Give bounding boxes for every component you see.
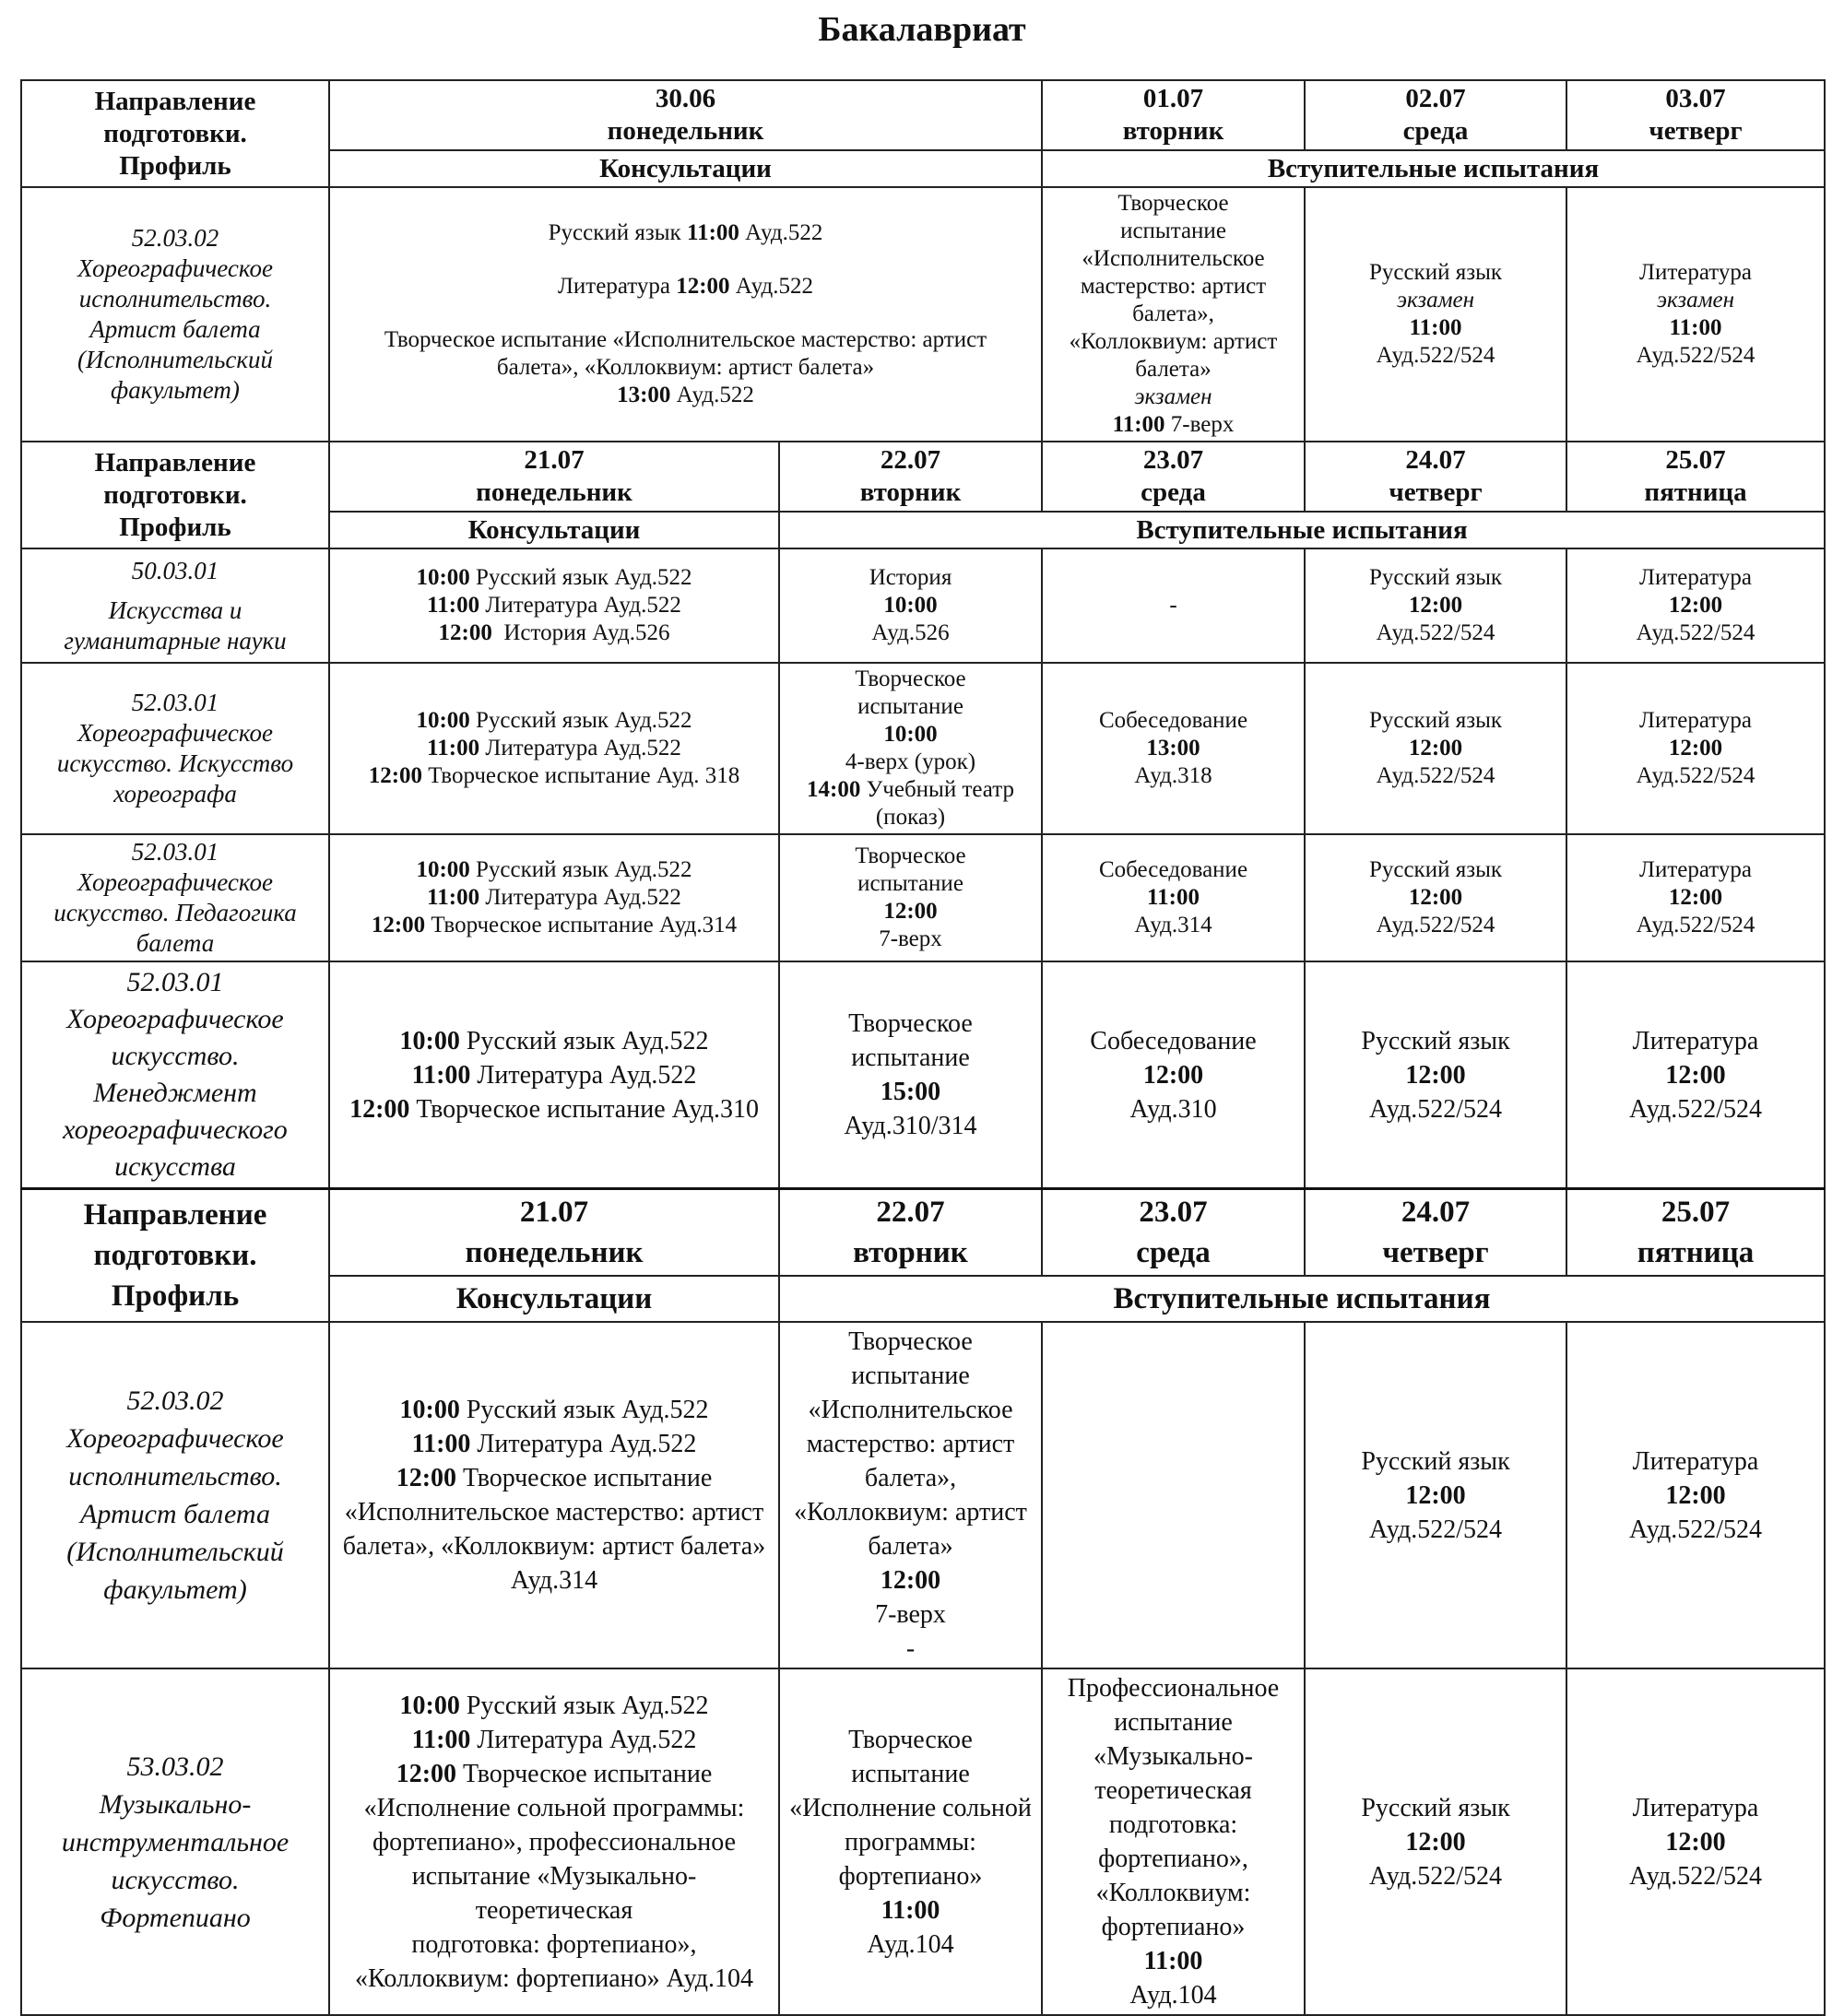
exam-cell-22-07: История 10:00 Ауд.526 bbox=[779, 548, 1042, 663]
table-row bbox=[21, 548, 1825, 663]
exam-cell-22-07: Творческое испытание «Исполнительское мастерство: артист балета», «Коллоквиум: артист балета» 12:00 7-верх - bbox=[779, 1322, 1042, 1668]
page-title: Бакалавриат bbox=[818, 10, 1026, 49]
exam-cell-01-07: Творческое испытание «Исполнительское мастерство: артист балета», «Коллоквиум: артист балета» экзамен 11:00 7-верх bbox=[1042, 187, 1305, 442]
section2-day-24-07: 24.07 четверг bbox=[1305, 442, 1566, 512]
exam-cell-22-07: Творческое испытание 10:00 4-верх (урок) 14:00 Учебный театр (показ) bbox=[779, 663, 1042, 834]
table-row bbox=[21, 1668, 1825, 2015]
consult-cell: 10:00 Русский язык Ауд.522 11:00 Литература Ауд.522 12:00 История Ауд.526 bbox=[329, 548, 779, 663]
section2-day-22-07: 22.07 вторник bbox=[779, 442, 1042, 512]
profile-cell: 52.03.02 Хореографическое исполнительство. Артист балета (Исполнительский факультет) bbox=[21, 187, 329, 442]
section1-day-03-07: 03.07 четверг bbox=[1566, 80, 1825, 150]
table-row bbox=[21, 961, 1825, 1189]
exam-cell-02-07: Русский язык экзамен 11:00 Ауд.522/524 bbox=[1305, 187, 1566, 442]
section1-consult-label: Консультации bbox=[329, 150, 1042, 187]
profile-cell: 52.03.01 Хореографическое искусство. Педагогика балета bbox=[21, 834, 329, 961]
section3-day-21-07: 21.07 понедельник bbox=[329, 1189, 779, 1277]
exam-cell-25-07: Литература 12:00 Ауд.522/524 bbox=[1566, 663, 1825, 834]
exam-cell-25-07: Литература 12:00 Ауд.522/524 bbox=[1566, 1322, 1825, 1668]
section3-day-22-07: 22.07 вторник bbox=[779, 1189, 1042, 1277]
consult-cell: 10:00 Русский язык Ауд.522 11:00 Литература Ауд.522 12:00 Творческое испытание Ауд.314 bbox=[329, 834, 779, 961]
section3-consult-label: Консультации bbox=[329, 1276, 779, 1322]
section3-exams-label: Вступительные испытания bbox=[779, 1276, 1825, 1322]
consult-cell: 10:00 Русский язык Ауд.522 11:00 Литература Ауд.522 12:00 Творческое испытание Ауд.310 bbox=[329, 961, 779, 1189]
profile-cell: 53.03.02 Музыкально- инструментальное искусство. Фортепиано bbox=[21, 1668, 329, 2015]
profile-cell: 52.03.01 Хореографическое искусство. Менеджмент хореографического искусства bbox=[21, 961, 329, 1189]
exam-cell-25-07: Литература 12:00 Ауд.522/524 bbox=[1566, 961, 1825, 1189]
exam-cell-23-07: Собеседование 11:00 Ауд.314 bbox=[1042, 834, 1305, 961]
section2-consult-label: Консультации bbox=[329, 512, 779, 548]
section2-exams-label: Вступительные испытания bbox=[779, 512, 1825, 548]
section1-row bbox=[21, 187, 1825, 442]
section1-exams-label: Вступительные испытания bbox=[1042, 150, 1825, 187]
section1-date-row bbox=[21, 80, 1825, 150]
section1-day-30-06: 30.06 понедельник bbox=[329, 80, 1042, 150]
section1-day-02-07: 02.07 среда bbox=[1305, 80, 1566, 150]
profile-cell: 52.03.02 Хореографическое исполнительство. Артист балета (Исполнительский факультет) bbox=[21, 1322, 329, 1668]
section3-day-25-07: 25.07 пятница bbox=[1566, 1189, 1825, 1277]
exam-cell-23-07: Собеседование 13:00 Ауд.318 bbox=[1042, 663, 1305, 834]
exam-cell-24-07: Русский язык 12:00 Ауд.522/524 bbox=[1305, 548, 1566, 663]
consult-cell: Русский язык 11:00 Ауд.522 Литература 12:00 Ауд.522 Творческое испытание «Исполнительское мастерство: артист балета», «Коллоквиум: артист балета» 13:00 Ауд.522 bbox=[329, 187, 1042, 442]
section2-day-25-07: 25.07 пятница bbox=[1566, 442, 1825, 512]
exam-cell-23-07 bbox=[1042, 1322, 1305, 1668]
exam-cell-24-07: Русский язык 12:00 Ауд.522/524 bbox=[1305, 1668, 1566, 2015]
exam-cell-03-07: Литература экзамен 11:00 Ауд.522/524 bbox=[1566, 187, 1825, 442]
schedule-table bbox=[20, 79, 1826, 2016]
table-row bbox=[21, 1322, 1825, 1668]
section3-day-23-07: 23.07 среда bbox=[1042, 1189, 1305, 1277]
exam-cell-22-07: Творческое испытание 15:00 Ауд.310/314 bbox=[779, 961, 1042, 1189]
consult-cell: 10:00 Русский язык Ауд.522 11:00 Литература Ауд.522 12:00 Творческое испытание Ауд. 318 bbox=[329, 663, 779, 834]
exam-cell-25-07: Литература 12:00 Ауд.522/524 bbox=[1566, 834, 1825, 961]
consult-cell: 10:00 Русский язык Ауд.522 11:00 Литература Ауд.522 12:00 Творческое испытание «Исполнительское мастерство: артист балета», «Коллоквиум: артист балета» Ауд.314 bbox=[329, 1322, 779, 1668]
exam-cell-23-07: Собеседование 12:00 Ауд.310 bbox=[1042, 961, 1305, 1189]
section2-day-23-07: 23.07 среда bbox=[1042, 442, 1305, 512]
section3-day-24-07: 24.07 четверг bbox=[1305, 1189, 1566, 1277]
section2-profile-header: Направление подготовки. Профиль bbox=[21, 442, 329, 548]
section2-date-row bbox=[21, 442, 1825, 512]
exam-cell-24-07: Русский язык 12:00 Ауд.522/524 bbox=[1305, 663, 1566, 834]
section3-date-row bbox=[21, 1189, 1825, 1277]
profile-cell: 50.03.01 Искусства и гуманитарные науки bbox=[21, 548, 329, 663]
section2-day-21-07: 21.07 понедельник bbox=[329, 442, 779, 512]
section3-profile-header: Направление подготовки. Профиль bbox=[21, 1189, 329, 1323]
exam-cell-24-07: Русский язык 12:00 Ауд.522/524 bbox=[1305, 1322, 1566, 1668]
section1-day-01-07: 01.07 вторник bbox=[1042, 80, 1305, 150]
table-row bbox=[21, 834, 1825, 961]
exam-cell-23-07: - bbox=[1042, 548, 1305, 663]
exam-cell-25-07: Литература 12:00 Ауд.522/524 bbox=[1566, 548, 1825, 663]
exam-cell-22-07: Творческое испытание 12:00 7-верх bbox=[779, 834, 1042, 961]
exam-cell-24-07: Русский язык 12:00 Ауд.522/524 bbox=[1305, 961, 1566, 1189]
exam-cell-23-07: Профессиональное испытание «Музыкально- теоретическая подготовка: фортепиано», «Коллоквиум: фортепиано» 11:00 Ауд.104 bbox=[1042, 1668, 1305, 2015]
consult-cell: 10:00 Русский язык Ауд.522 11:00 Литература Ауд.522 12:00 Творческое испытание «Исполнение сольной программы: фортепиано», профессиональное испытание «Музыкально-теоретическая подготовка: фортепиано», «Коллоквиум: фортепиано» Ауд.104 bbox=[329, 1668, 779, 2015]
profile-cell: 52.03.01 Хореографическое искусство. Искусство хореографа bbox=[21, 663, 329, 834]
exam-cell-24-07: Русский язык 12:00 Ауд.522/524 bbox=[1305, 834, 1566, 961]
exam-cell-22-07: Творческое испытание «Исполнение сольной программы: фортепиано» 11:00 Ауд.104 bbox=[779, 1668, 1042, 2015]
section1-profile-header: Направление подготовки. Профиль bbox=[21, 80, 329, 187]
table-row bbox=[21, 663, 1825, 834]
exam-cell-25-07: Литература 12:00 Ауд.522/524 bbox=[1566, 1668, 1825, 2015]
